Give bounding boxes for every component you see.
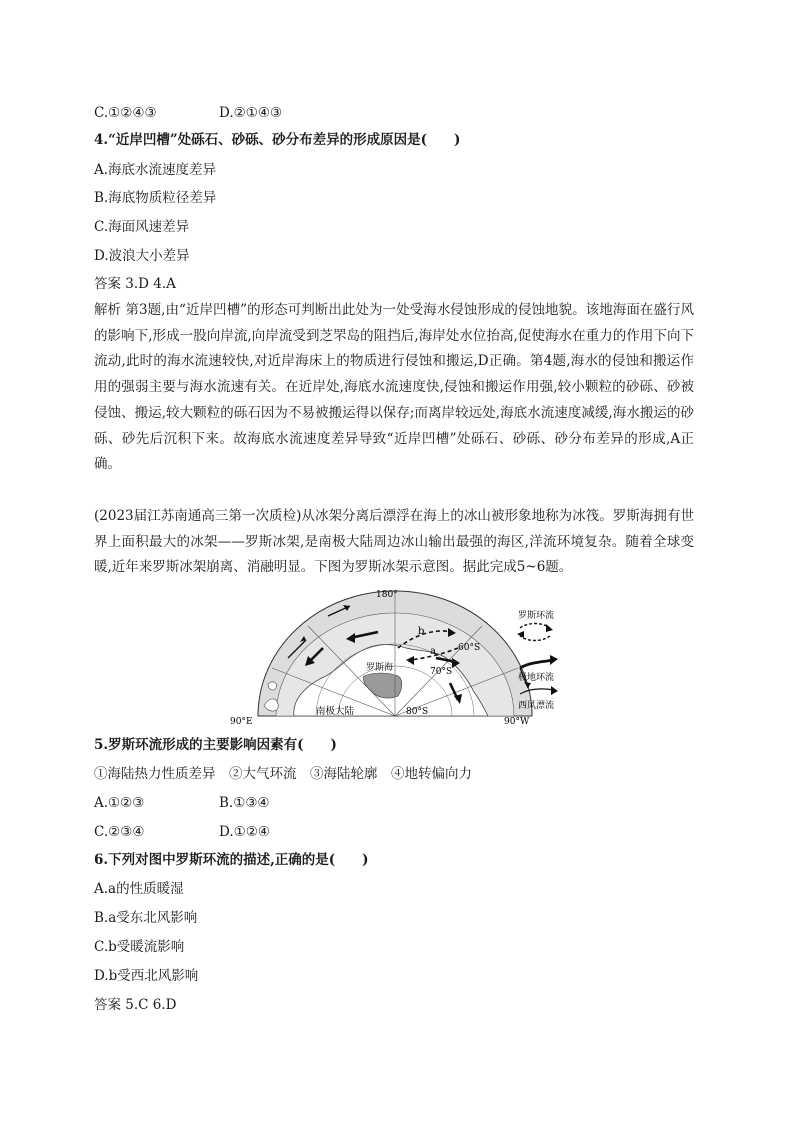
question-6-stem: 6.下列对图中罗斯环流的描述,正确的是( ) <box>94 852 369 868</box>
q5-option-c: C.②③④ <box>94 824 145 840</box>
q6-option-c: C.b受暖流影响 <box>94 939 185 955</box>
legend-ross-gyre-label: 罗斯环流 <box>518 611 555 621</box>
q4-option-c: C.海面风速差异 <box>94 219 190 235</box>
q5-factors: ①海陆热力性质差异 ②大气环流 ③海陆轮廓 ④地转偏向力 <box>94 766 472 782</box>
map-svg <box>228 588 573 728</box>
q6-option-b: B.a受东北风影响 <box>94 910 198 926</box>
label-70s: 70°S <box>430 667 453 677</box>
legend-westwind-label: 西风漂流 <box>518 701 555 711</box>
label-continent: 南极大陆 <box>316 706 355 717</box>
q5-option-a: A.①②③ <box>94 795 145 811</box>
label-ross-sea: 罗斯海 <box>366 663 394 673</box>
ross-ice-shelf-map <box>228 588 573 728</box>
answer-3-4: 答案 3.D 4.A <box>94 276 176 292</box>
analysis-3-4: 解析 第3题,由“近岸凹槽”的形态可判断出此处为一处受海水侵蚀形成的侵蚀地貌。该地海面在盛行风的影响下,形成一股向岸流,向岸流受到芝罘岛的阻挡后,海岸处水位抬高,促使海水在重力的作用下向下流动,此时的海水流速较快,对近岸海床上的物质进行侵蚀和搬运,D正确。第4题,海水的侵蚀和搬运作用的强弱主要与海水流速有关。在近岸处,海底水流速度快,侵蚀和搬运作用强,较小颗粒的砂砾、砂被侵蚀、搬运,较大颗粒的砾石因为不易被搬运得以保存;而离岸较远处,海底水流速度减缓,海水搬运的砂砾、砂先后沉积下来。故海底水流速度差异导致“近岸凹槽”处砾石、砂砾、砂分布差异的形成,A正确。 <box>94 302 694 473</box>
q4-option-d: D.波浪大小差异 <box>94 248 190 264</box>
label-b: b <box>418 626 425 637</box>
label-80s: 80°S <box>406 707 429 717</box>
legend-polar-label: 极地环流 <box>518 673 555 683</box>
q6-option-a: A.a的性质暖湿 <box>94 881 184 897</box>
material-5-6: (2023届江苏南通高三第一次质检)从冰架分离后漂浮在海上的冰山被形象地称为冰筏。罗斯海拥有世界上面积最大的冰架——罗斯冰架,是南极大陆周边冰山输出最强的海区,洋流环境复杂。随着全球变暖,近年来罗斯冰架崩离、消融明显。下图为罗斯冰架示意图。据此完成5~6题。 <box>94 508 694 576</box>
label-90e: 90°E <box>230 717 253 727</box>
label-90w: 90°W <box>504 717 530 727</box>
label-180: 180° <box>376 590 398 600</box>
q5-options-cd <box>94 823 270 841</box>
q4-option-a: A.海底水流速度差异 <box>94 162 217 178</box>
answer-5-6: 答案 5.C 6.D <box>94 997 177 1013</box>
q5-options-ab <box>94 794 270 812</box>
q5-option-b: B.①③④ <box>219 795 270 811</box>
q3-option-c: C.①②④③ <box>94 105 157 121</box>
q5-option-d: D.①②④ <box>219 824 270 840</box>
q4-option-b: B.海底物质粒径差异 <box>94 190 217 206</box>
question-5-stem: 5.罗斯环流形成的主要影响因素有( ) <box>94 737 337 753</box>
q3-option-d: D.②①④③ <box>219 105 283 121</box>
q3-options-cd <box>94 104 282 122</box>
label-a: a <box>430 646 436 657</box>
question-4-stem: 4.“近岸凹槽”处砾石、砂砾、砂分布差异的形成原因是( ) <box>94 132 461 148</box>
q6-option-d: D.b受西北风影响 <box>94 968 199 984</box>
label-60s: 60°S <box>458 643 481 653</box>
